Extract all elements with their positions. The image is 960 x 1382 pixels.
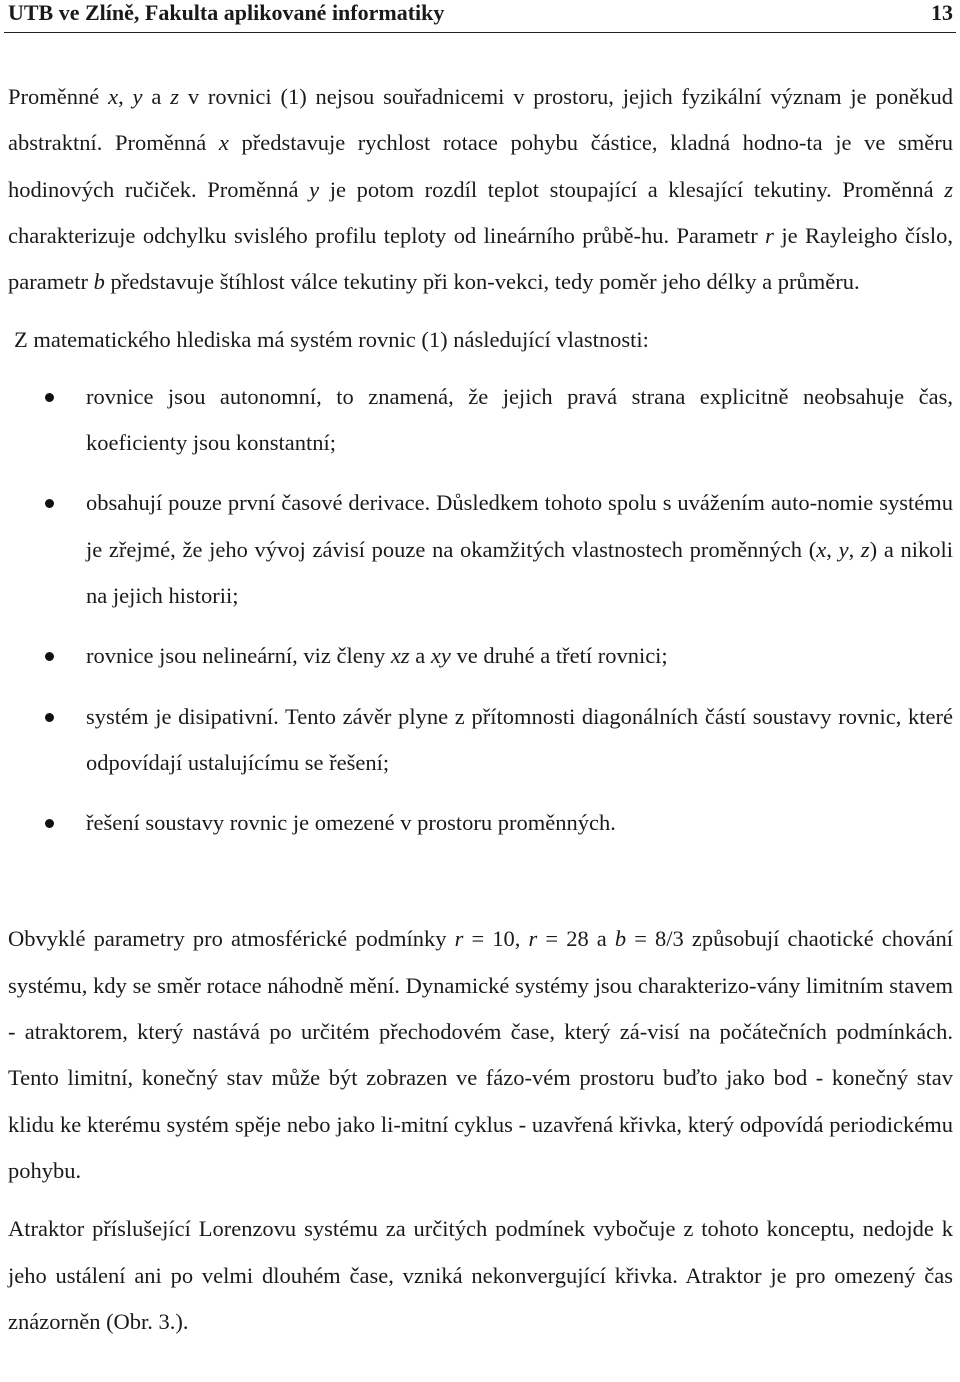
paragraph-variables: Proměnné x, y a z v rovnici (1) nejsou souřadnicemi v prostoru, jejich fyzikální význam je poněkud abstraktní. Proměnná x představuje rychlost rotace pohybu částice, kladná hodno-ta je ve směru hodinových ručiček. Proměnná y je potom rozdíl teplot stoupající a klesající tekutiny. Proměnná z charakterizuje odchylku svislého profilu teploty od lineárního průbě-hu. Parametr r je Rayleigho číslo, parametr b představuje štíhlost válce tekutiny při kon-vekci, tedy poměr jeho délky a průměru. xyxy=(8,84,954,295)
list-item: rovnice jsou autonomní, to znamená, že jejich pravá strana explicitně neobsahuje čas, koeficienty jsou konstantní; xyxy=(8,374,953,467)
list-item: obsahují pouze první časové derivace. Důsledkem tohoto spolu s uvážením auto-nomie systému je zřejmé, že jeho vývoj závisí pouze na okamžitých vlastnostech proměnných (x, y, z) a nikoli na jejich historii; xyxy=(8,480,953,619)
paragraph-attractor: Atraktor příslušející Lorenzovu systému za určitých podmínek vybočuje z tohoto konceptu, nedojde k jeho ustálení ani po velmi dlouhém čase, vzniká nekonvergující křivka. Atraktor je pro omezený čas znázorněn (Obr. 3.). xyxy=(8,1216,953,1334)
page-number: 13 xyxy=(931,0,953,25)
paragraph-properties-intro: Z matematického hlediska má systém rovnic (1) následující vlastnosti: xyxy=(14,327,649,353)
header-title: UTB ve Zlíně, Fakulta aplikované informatiky xyxy=(8,0,445,25)
bullet-icon xyxy=(45,499,54,508)
bullet-icon xyxy=(45,652,54,661)
header-rule xyxy=(4,32,956,33)
bullet-icon xyxy=(45,393,54,402)
properties-list xyxy=(8,374,953,847)
paragraph-parameters: Obvyklé parametry pro atmosférické podmínky r = 10, r = 28 a b = 8/3 způsobují chaotické chování systému, kdy se směr rotace náhodně mění. Dynamické systémy jsou charakterizo-vány limitním stavem - atraktorem, který nastává po určitém přechodovém čase, který zá-visí na počátečních podmínkách. Tento limitní, konečný stav může být zobrazen ve fázo-vém prostoru buďto jako bod - konečný stav klidu ke kterému systém spěje nebo jako li-mitní cyklus - uzavřená křivka, který odpovídá periodickému pohybu. xyxy=(8,926,954,1183)
page-header xyxy=(0,0,960,30)
list-item: systém je disipativní. Tento závěr plyne z přítomnosti diagonálních částí soustavy rovnic, které odpovídají ustalujícímu se řešení; xyxy=(8,694,953,787)
bullet-icon xyxy=(45,819,54,828)
bullet-icon xyxy=(45,713,54,722)
list-item: rovnice jsou nelineární, viz členy xz a xy ve druhé a třetí rovnici; xyxy=(8,633,953,679)
list-item: řešení soustavy rovnic je omezené v prostoru proměnných. xyxy=(8,800,953,846)
page-body xyxy=(8,74,953,1345)
